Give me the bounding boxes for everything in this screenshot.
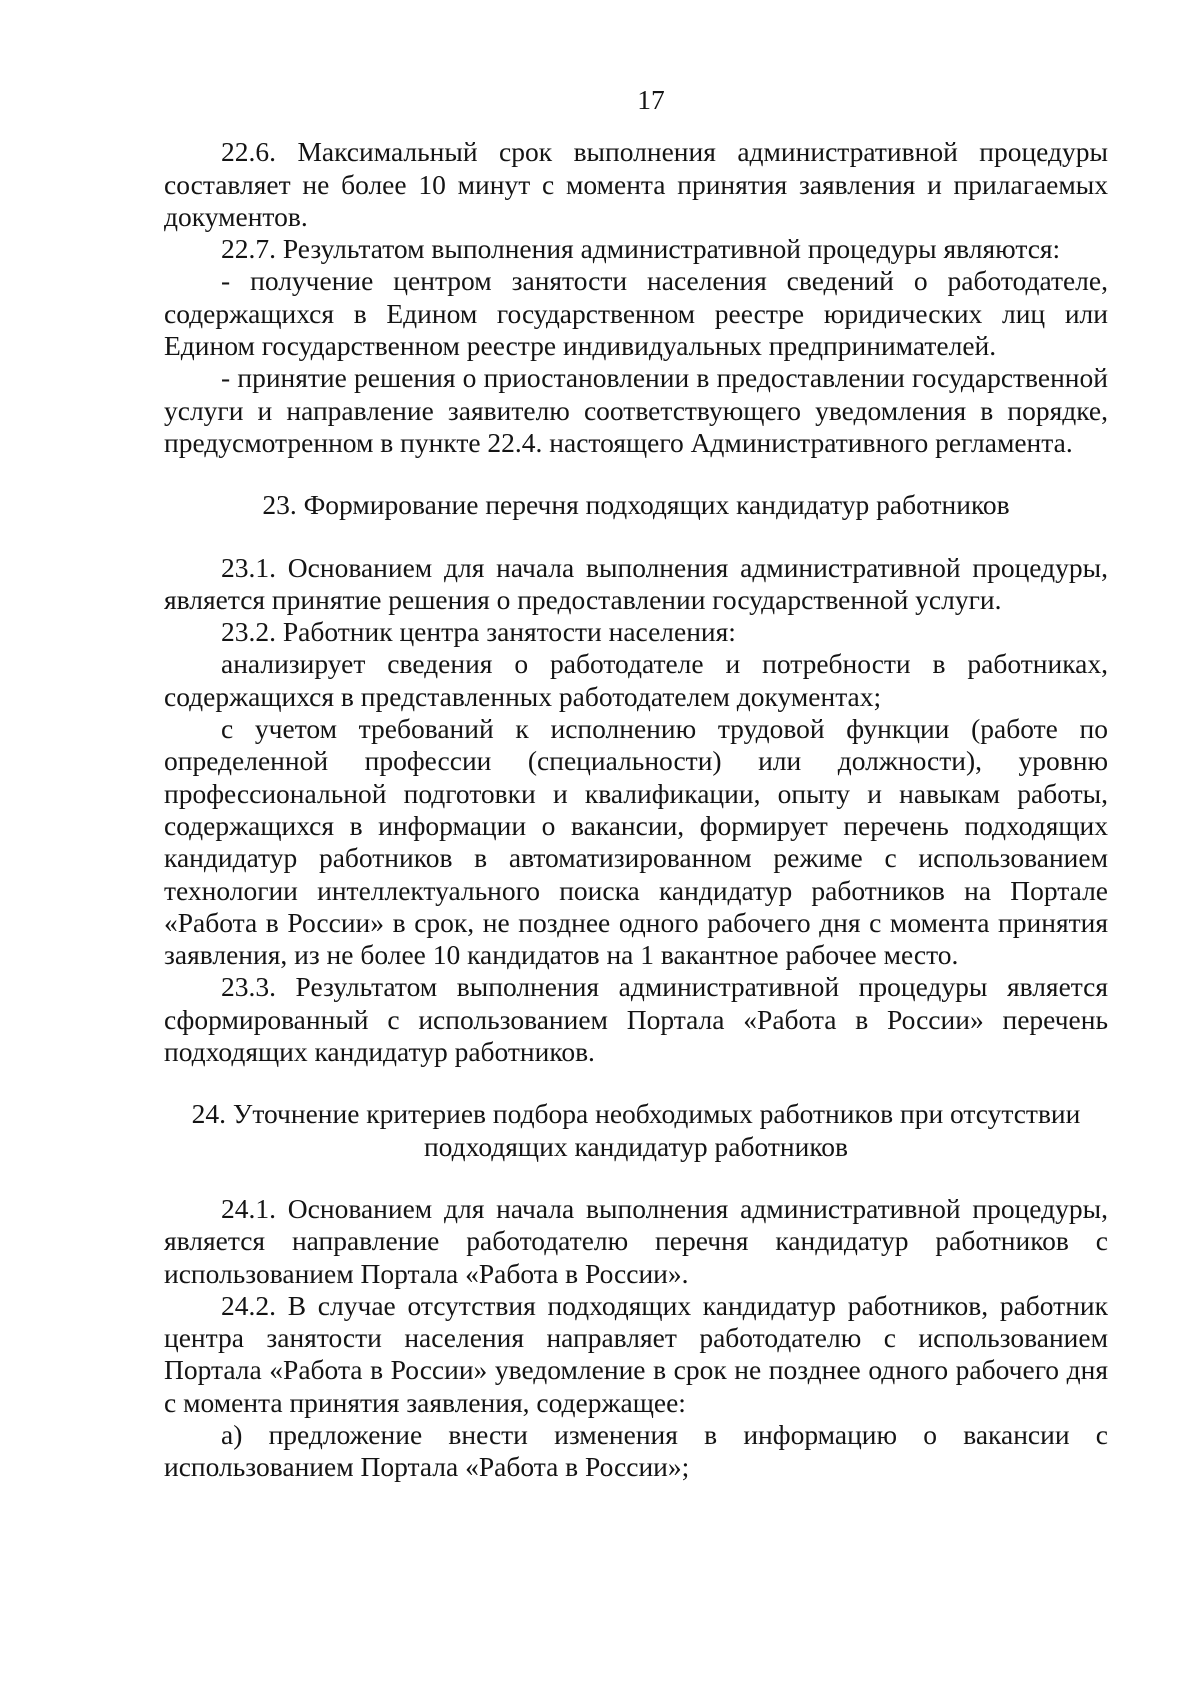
paragraph-24-2-a: а) предложение внести изменения в информацию о вакансии с использованием Портала «Работа в России»; <box>164 1418 1108 1483</box>
paragraph-24-1: 24.1. Основанием для начала выполнения административной процедуры, является направление работодателю перечня кандидатур работников с использованием Портала «Работа в России». <box>164 1192 1108 1289</box>
paragraph-24-2: 24.2. В случае отсутствия подходящих кандидатур работников, работник центра занятости населения направляет работодателю с использованием Портала «Работа в России» уведомление в срок не позднее одного рабочего дня с момента принятия заявления, содержащее: <box>164 1289 1108 1418</box>
paragraph-22-6: 22.6. Максимальный срок выполнения административной процедуры составляет не более 10 минут с момента принятия заявления и прилагаемых документов. <box>164 136 1108 232</box>
page-number: 17 <box>637 84 665 115</box>
paragraph-23-2-analyze: анализирует сведения о работодателе и потребности в работниках, содержащихся в представленных работодателем документах; <box>164 648 1108 712</box>
paragraph-23-2-form-list: с учетом требований к исполнению трудовой функции (работе по определенной профессии (специальности) или должности), уровню профессиональной подготовки и квалификации, опыту и навыкам работы, содержащихся в информации о вакансии, формирует перечень подходящих кандидатур работников в автоматизированном режиме с использованием технологии интеллектуального поиска кандидатур работников на Портале «Работа в России» в срок, не позднее одного рабочего дня с момента принятия заявления, из не более 10 кандидатов на 1 вакантное рабочее место. <box>164 713 1108 971</box>
paragraph-23-1: 23.1. Основанием для начала выполнения административной процедуры, является принятие решения о предоставлении государственной услуги. <box>164 551 1108 615</box>
paragraph-23-3: 23.3. Результатом выполнения административной процедуры является сформированный с использованием Портала «Работа в России» перечень подходящих кандидатур работников. <box>164 971 1108 1068</box>
paragraph-23-2: 23.2. Работник центра занятости населения: <box>221 616 736 648</box>
list-item-result-1: - получение центром занятости населения сведений о работодателе, содержащихся в Едином государственном реестре юридических лиц или Едином государственном реестре индивидуальных предпринимателей. <box>164 265 1108 362</box>
document-page <box>164 84 1108 1484</box>
section-heading-24-line1: 24. Уточнение критериев подбора необходимых работников при отсутствии <box>191 1098 1081 1130</box>
section-heading-24 <box>164 1098 1108 1163</box>
section-heading-23: 23. Формирование перечня подходящих кандидатур работников <box>262 489 1010 521</box>
section-heading-24-line2: подходящих кандидатур работников <box>423 1130 849 1162</box>
list-item-result-2: - принятие решения о приостановлении в предоставлении государственной услуги и направление заявителю соответствующего уведомления в порядке, предусмотренном в пункте 22.4. настоящего Административного регламента. <box>164 362 1108 458</box>
paragraph-22-7: 22.7. Результатом выполнения административной процедуры являются: <box>221 233 1061 265</box>
